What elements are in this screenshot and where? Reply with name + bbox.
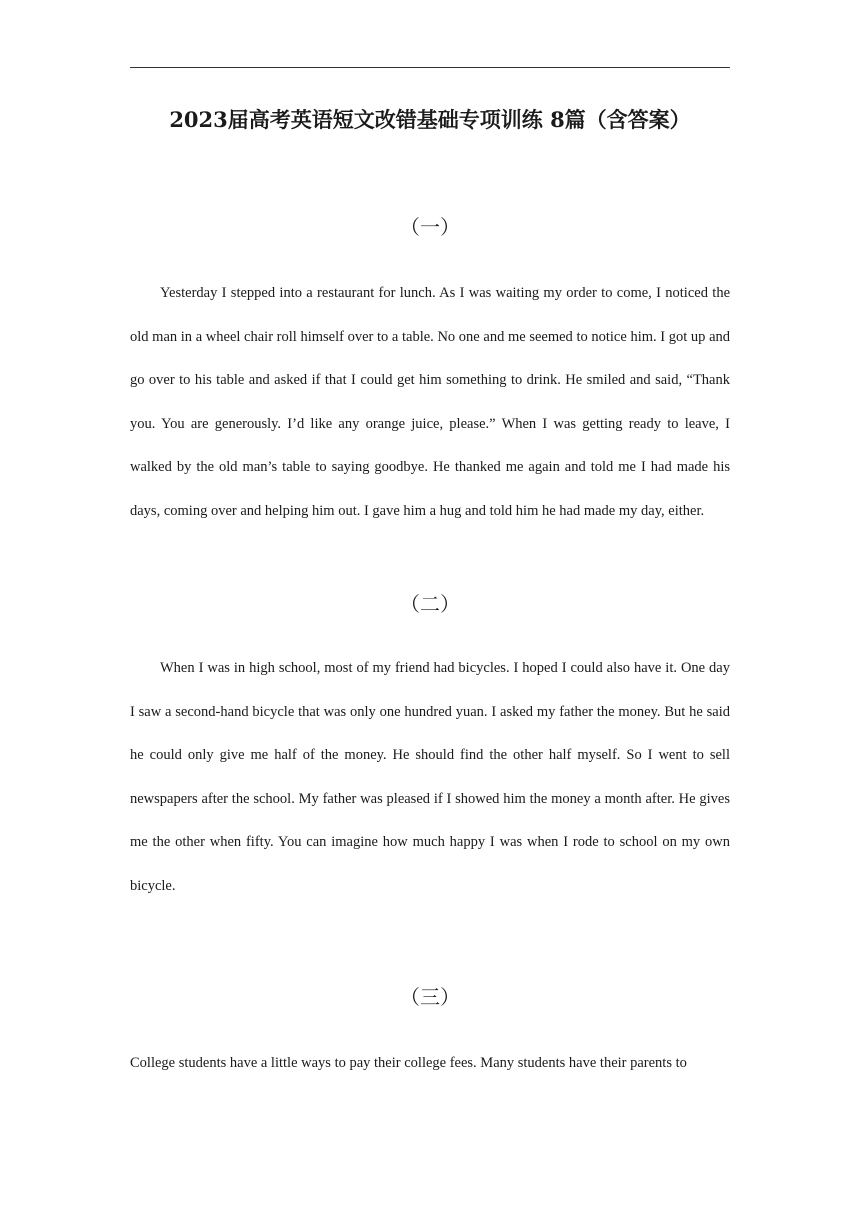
section-paragraph-1: Yesterday I stepped into a restaurant for lunch. As I was waiting my order to come, I noticed the old man in a wheel chair roll himself over to a table. No one and me seemed to notice him. I got up and go over to his table and asked if that I could get him something to drink. He smiled and said, “Thank you. You are generously. I’d like any orange juice, please.” When I was getting ready to leave, I walked by the old man’s table to saying goodbye. He thanked me again and told me I had made his days, coming over and helping him out. I gave him a hug and told him he had made my day, either.	[130, 285, 730, 519]
section-heading-3: （三）	[400, 985, 460, 1009]
section-heading-1: （一）	[400, 215, 460, 239]
section-paragraph-2: When I was in high school, most of my friend had bicycles. I hoped I could also have it. One day I saw a second-hand bicycle that was only one hundred yuan. I asked my father the money. But he said he could only give me half of the money. He should find the other half myself. So I went to sell newspapers after the school. My father was pleased if I showed him the money a month after. He gives me the other when fifty. You can imagine how much happy I was when I rode to school on my own bicycle.	[130, 660, 730, 894]
section-paragraph-3: College students have a little ways to pay their college fees. Many students have their parents to	[130, 1055, 687, 1071]
section-heading-2: （二）	[400, 592, 460, 616]
header-rule	[130, 67, 730, 68]
document-title: 2023届高考英语短文改错基础专项训练 8篇（含答案）	[169, 107, 691, 132]
